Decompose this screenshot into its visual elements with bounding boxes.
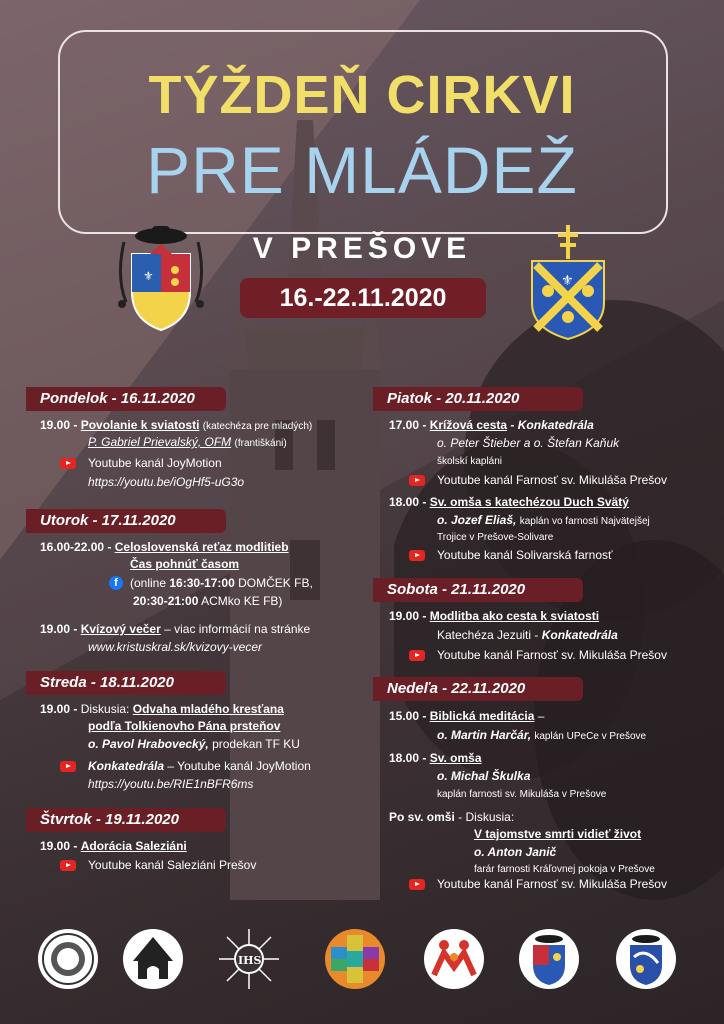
streda-speaker-line: o. Pavol Hrabovecký, prodekan TF KU (88, 737, 300, 751)
piatok-speaker2-note2: Trojice v Prešove-Solivare (437, 532, 554, 543)
nedela-speaker3-note: farár farnosti Kráľovnej pokoja v Prešove (474, 864, 655, 875)
piatok-event2[interactable]: Sv. omša s katechézou Duch Svätý (429, 495, 629, 509)
piatok-event1-line: 17.00 - Krížová cesta - Konkatedrála (389, 418, 594, 432)
piatok-speakers1: o. Peter Štieber a o. Štefan Kaňuk (437, 436, 620, 450)
stvrtok-event[interactable]: Adorácia Saleziáni (80, 839, 187, 853)
streda-event-line2[interactable]: podľa Tolkienovho Pána prsteňov (88, 719, 281, 733)
nedela-speaker2: o. Michal Škulka (437, 769, 531, 783)
diocese-crest-right-icon (530, 225, 606, 341)
title-line2: PRE MLÁDEŽ (146, 133, 578, 207)
header-sobota: Sobota - 21.11.2020 (373, 578, 583, 602)
header-streda: Streda - 18.11.2020 (26, 671, 226, 695)
nedela-channel3[interactable]: Youtube kanál Farnosť sv. Mikuláša Prešov (437, 877, 667, 891)
nedela-speaker3: o. Anton Janič (474, 845, 557, 859)
youtube-icon (409, 550, 425, 561)
pondelok-channel[interactable]: Youtube kanál JoyMotion (88, 456, 222, 470)
piatok-speakers1-note: školskí kapláni (437, 456, 503, 467)
crest-logo-2 (614, 927, 678, 991)
sobota-channel[interactable]: Youtube kanál Farnosť sv. Mikuláša Prešov (437, 648, 667, 662)
utorok-event1-line: 16.00-22.00 - Celoslovenská reťaz modlitieb (40, 540, 289, 554)
youtube-icon (60, 458, 76, 469)
utorok-event2-line: 19.00 - Kvízový večer – viac informácií na stránke (40, 622, 311, 636)
piatok-channel2[interactable]: Youtube kanál Solivarská farnosť (437, 548, 613, 562)
nedela-speaker1-line: o. Martin Harčár, kaplán UPeCe v Prešove (437, 728, 647, 742)
nedela-event2-line: 18.00 - Sv. omša (389, 751, 482, 765)
youtube-icon (409, 650, 425, 661)
piatok-speaker2-line: o. Jozef Eliaš, kaplán vo farnosti Najvätejšej (437, 513, 650, 527)
piatok-event2-line: 18.00 - Sv. omša s katechézou Duch Svätý (389, 495, 629, 509)
mosaic-cross-logo (323, 927, 387, 991)
nedela-speaker2-note: kaplán farnosti sv. Mikuláša v Prešove (437, 789, 607, 800)
people-logo (422, 927, 486, 991)
streda-channel-line: Konkatedrála – Youtube kanál JoyMotion (88, 759, 311, 773)
title-line1: TÝŽDEŇ CIRKVI (148, 65, 576, 125)
nedela-event1-line: 15.00 - Biblická meditácia – (389, 709, 545, 723)
pondelok-url[interactable]: https://youtu.be/iOgHf5-uG3o (88, 475, 245, 489)
sobota-sub-line: Katechéza Jezuiti - Konkatedrála (437, 628, 618, 642)
youtube-icon (409, 475, 425, 486)
date-badge: 16.-22.11.2020 (240, 278, 486, 318)
header-nedela: Nedeľa - 22.11.2020 (373, 677, 583, 701)
stvrtok-channel[interactable]: Youtube kanál Saleziáni Prešov (88, 858, 257, 872)
utorok-event1-line2[interactable]: Čas pohnúť časom (130, 557, 240, 571)
nedela-event1[interactable]: Biblická meditácia (429, 709, 535, 723)
svg-text:IHS: IHS (238, 954, 262, 967)
streda-url[interactable]: https://youtu.be/RIE1nBFR6ms (88, 777, 254, 791)
crest-logo-1 (517, 927, 581, 991)
piatok-event1[interactable]: Krížová cesta (429, 418, 508, 432)
streda-event[interactable]: Odvaha mladého kresťana (132, 702, 284, 716)
pondelok-event-line: 19.00 - Povolanie k sviatosti (katechéza pre mladých) (40, 418, 313, 432)
stvrtok-event-line: 19.00 - Adorácia Saleziáni (40, 839, 187, 853)
piatok-channel1[interactable]: Youtube kanál Farnosť sv. Mikuláša Prešov (437, 473, 667, 487)
utorok-event1[interactable]: Celoslovenská reťaz modlitieb (114, 540, 289, 554)
svg-text:⚜: ⚜ (143, 269, 154, 283)
utorok-event2[interactable]: Kvízový večer (80, 622, 161, 636)
nedela-event3[interactable]: V tajomstve smrti vidieť život (474, 827, 642, 841)
header-utorok: Utorok - 17.11.2020 (26, 509, 226, 533)
title-line3: V PREŠOVE (252, 232, 472, 265)
utorok-online-line2: 20:30-21:00 ACMko KE FB) (133, 594, 283, 608)
jesuit-ihs-logo (217, 927, 281, 991)
sobota-event[interactable]: Modlitba ako cesta k sviatosti (429, 609, 600, 623)
sobota-event-line: 19.00 - Modlitba ako cesta k sviatosti (389, 609, 600, 623)
header-pondelok: Pondelok - 16.11.2020 (26, 387, 226, 411)
header-stvrtok: Štvrtok - 19.11.2020 (26, 808, 226, 832)
youtube-icon (409, 879, 425, 890)
youtube-icon (60, 761, 76, 772)
church-logo (121, 927, 185, 991)
streda-channel[interactable]: – Youtube kanál JoyMotion (167, 759, 311, 773)
nedela-event3-line: Po sv. omši - Diskusia: (389, 810, 515, 824)
svg-text:⚜: ⚜ (561, 273, 574, 289)
seal-logo (36, 927, 100, 991)
utorok-url[interactable]: www.kristuskral.sk/kvizovy-vecer (88, 640, 263, 654)
pondelok-event[interactable]: Povolanie k sviatosti (80, 418, 200, 432)
bishop-crest-left-icon (112, 222, 210, 334)
header-piatok: Piatok - 20.11.2020 (373, 387, 583, 411)
youtube-icon (60, 860, 76, 871)
nedela-event2[interactable]: Sv. omša (429, 751, 482, 765)
streda-event-line: 19.00 - Diskusia: Odvaha mladého kresťana (40, 702, 284, 716)
utorok-online-line1: (online 16:30-17:00 DOMČEK FB, (130, 576, 313, 590)
pondelok-speaker-line: P. Gabriel Prievalský, OFM (františkáni) (88, 435, 287, 449)
facebook-icon: f (109, 576, 123, 590)
